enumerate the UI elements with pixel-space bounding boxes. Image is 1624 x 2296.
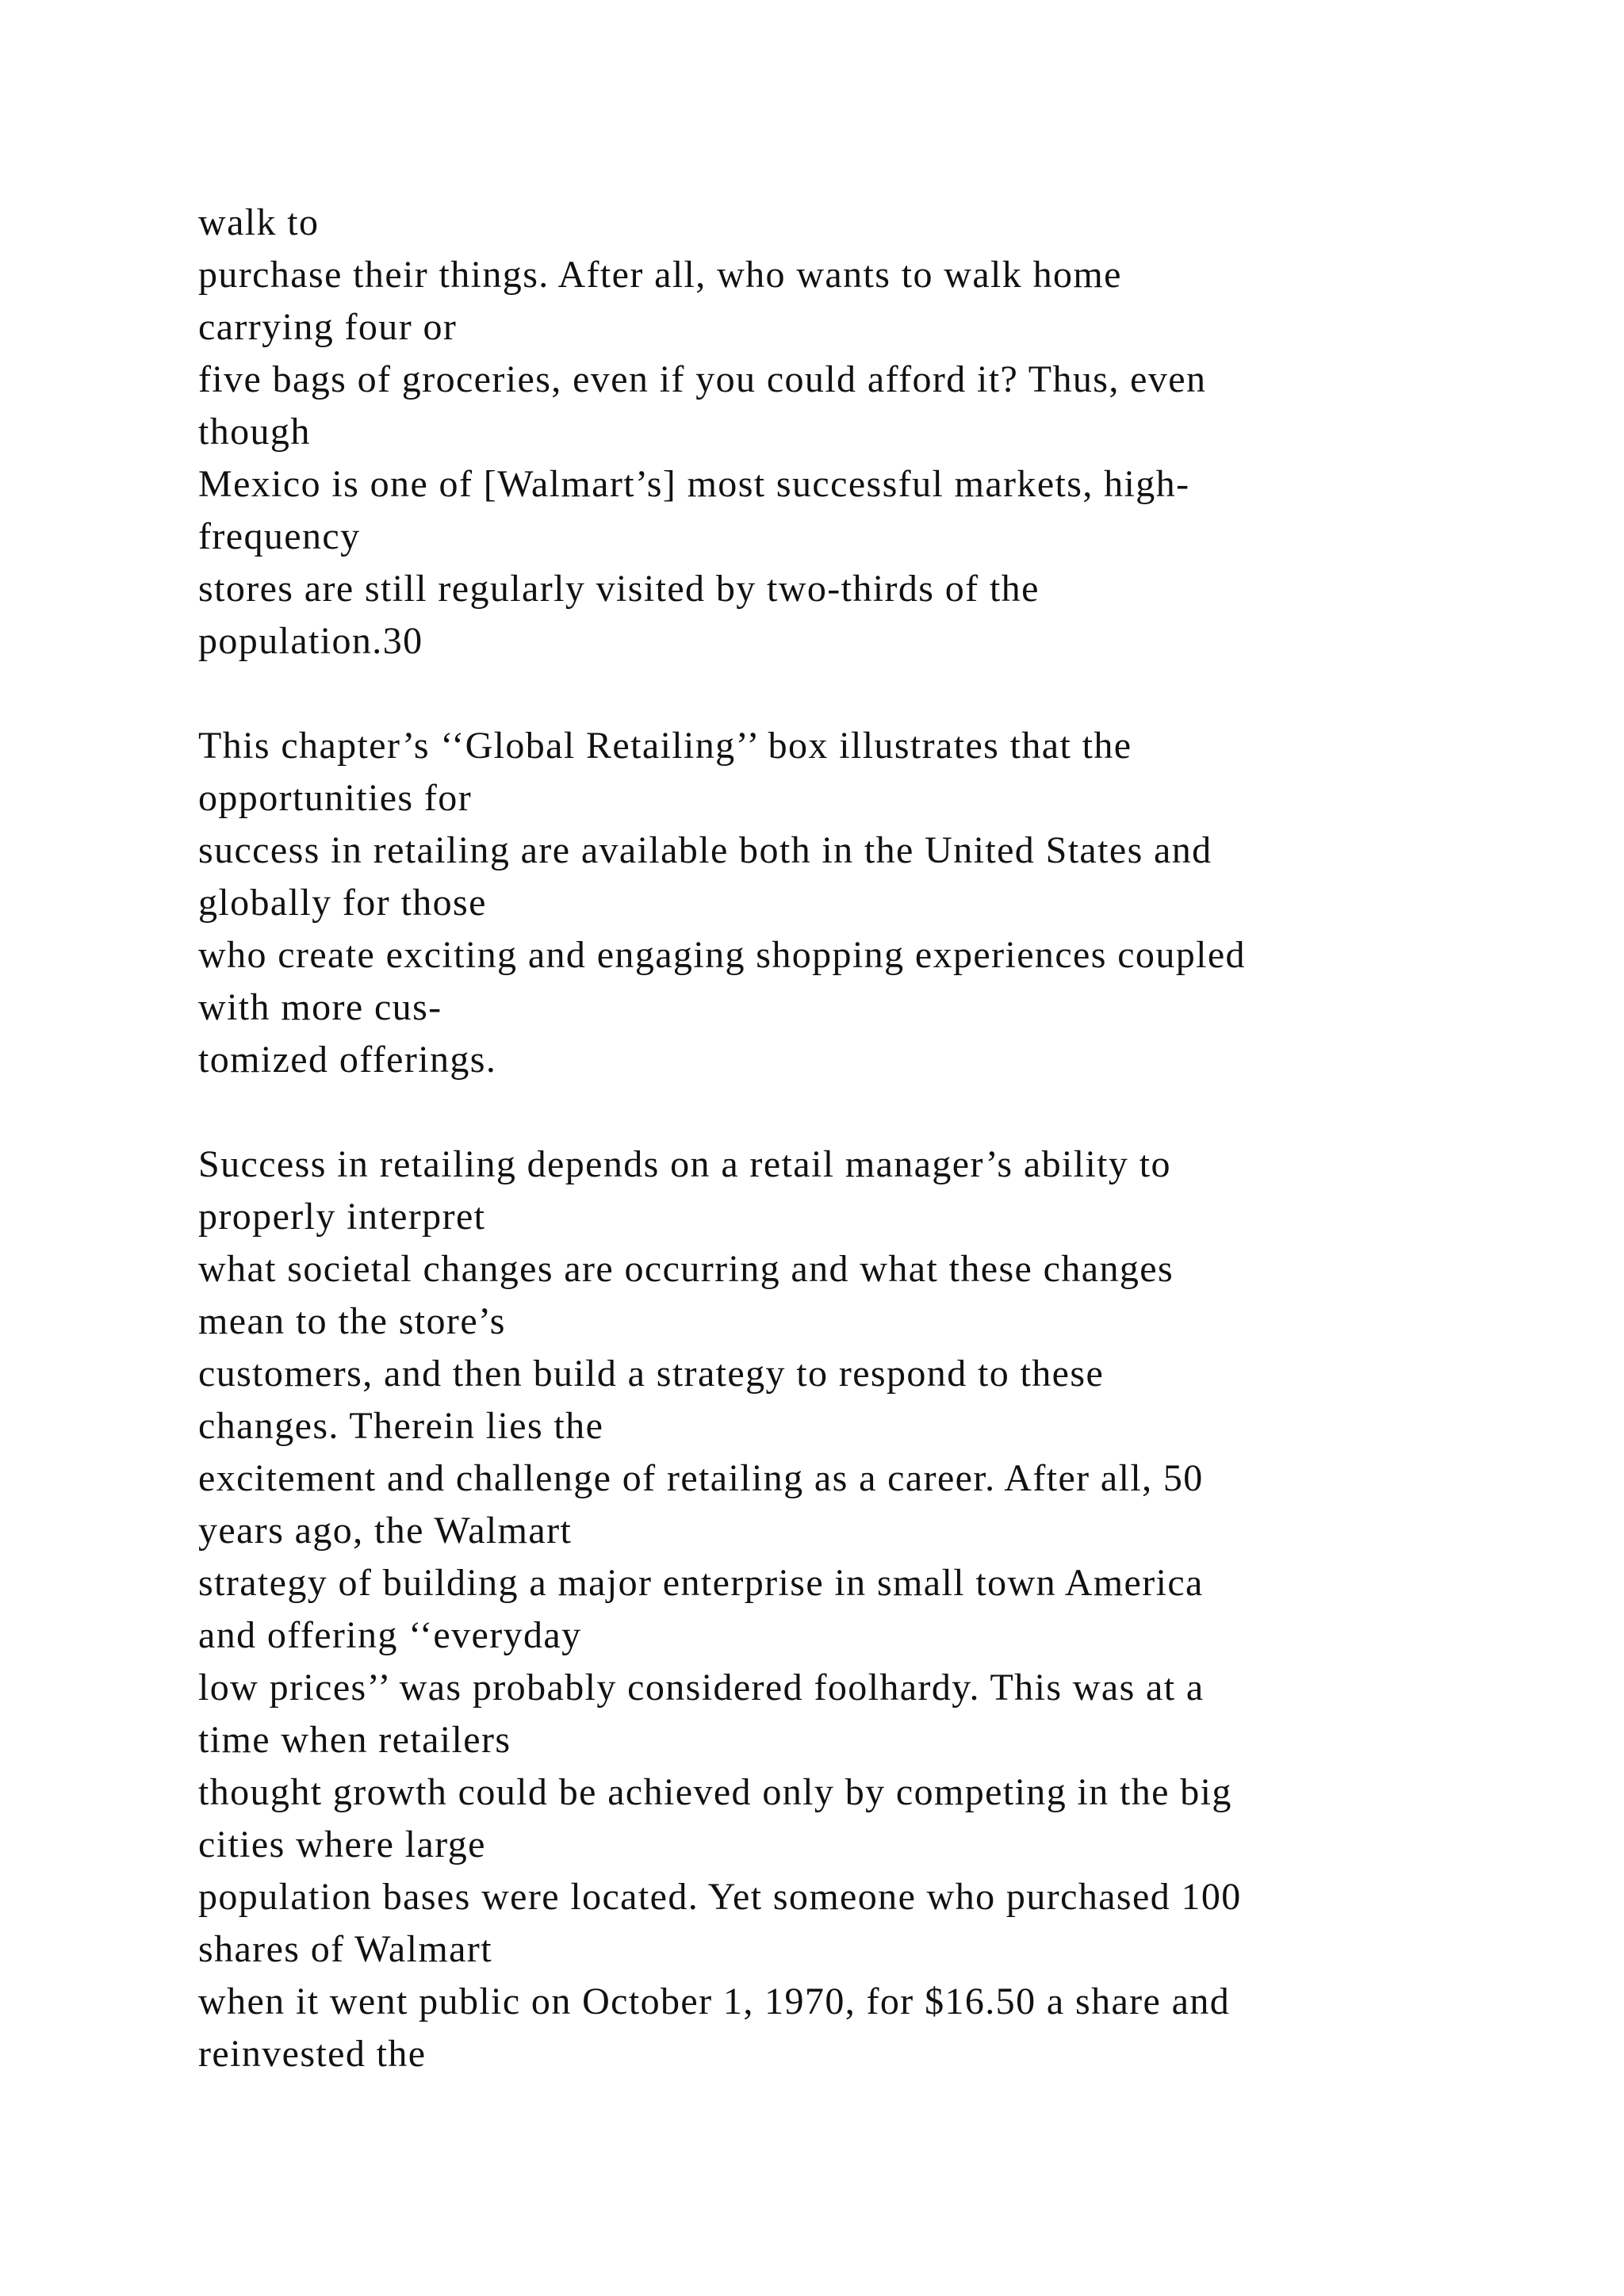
- text-line: with more cus-: [198, 986, 442, 1028]
- text-line: years ago, the Walmart: [198, 1510, 573, 1552]
- paragraph: [198, 720, 1546, 1086]
- text-line: Mexico is one of [Walmart’s] most successful markets, high-: [198, 463, 1190, 505]
- paragraph: [198, 197, 1546, 668]
- text-line: thought growth could be achieved only by competing in the big: [198, 1771, 1232, 1813]
- text-line: time when retailers: [198, 1719, 511, 1761]
- text-line: cities where large: [198, 1823, 486, 1866]
- text-line: customers, and then build a strategy to respond to these: [198, 1353, 1105, 1395]
- text-line: five bags of groceries, even if you could afford it? Thus, even: [198, 358, 1207, 400]
- text-line: shares of Walmart: [198, 1928, 492, 1970]
- text-line: who create exciting and engaging shopping experiences coupled: [198, 934, 1246, 976]
- text-line: walk to: [198, 201, 320, 243]
- paragraph-gap: [198, 668, 1546, 720]
- body-text: [198, 197, 1546, 2080]
- paragraph-gap: [198, 1086, 1546, 1138]
- text-line: properly interpret: [198, 1196, 486, 1238]
- text-line: success in retailing are available both in the United States and: [198, 829, 1212, 871]
- text-line: excitement and challenge of retailing as a career. After all, 50: [198, 1457, 1204, 1499]
- text-line: Success in retailing depends on a retail manager’s ability to: [198, 1143, 1171, 1185]
- text-line: mean to the store’s: [198, 1300, 506, 1342]
- text-line: when it went public on October 1, 1970, for $16.50 a share and: [198, 1980, 1231, 2022]
- text-line: and offering ‘‘everyday: [198, 1614, 582, 1656]
- text-line: population bases were located. Yet someone who purchased 100: [198, 1876, 1242, 1918]
- text-line: what societal changes are occurring and what these changes: [198, 1248, 1174, 1290]
- text-line: purchase their things. After all, who wants to walk home: [198, 254, 1122, 296]
- text-line: strategy of building a major enterprise in small town America: [198, 1562, 1204, 1604]
- text-line: carrying four or: [198, 306, 458, 348]
- text-line: globally for those: [198, 882, 487, 924]
- text-line: though: [198, 411, 311, 453]
- text-line: population.30: [198, 620, 423, 662]
- paragraph: [198, 1138, 1546, 2080]
- text-line: tomized offerings.: [198, 1039, 497, 1081]
- text-line: low prices’’ was probably considered foolhardy. This was at a: [198, 1667, 1205, 1709]
- text-line: This chapter’s ‘‘Global Retailing’’ box illustrates that the: [198, 725, 1132, 767]
- text-line: frequency: [198, 515, 361, 557]
- text-line: reinvested the: [198, 2033, 427, 2075]
- text-line: opportunities for: [198, 777, 473, 819]
- text-line: changes. Therein lies the: [198, 1405, 604, 1447]
- text-line: stores are still regularly visited by two-thirds of the: [198, 568, 1040, 610]
